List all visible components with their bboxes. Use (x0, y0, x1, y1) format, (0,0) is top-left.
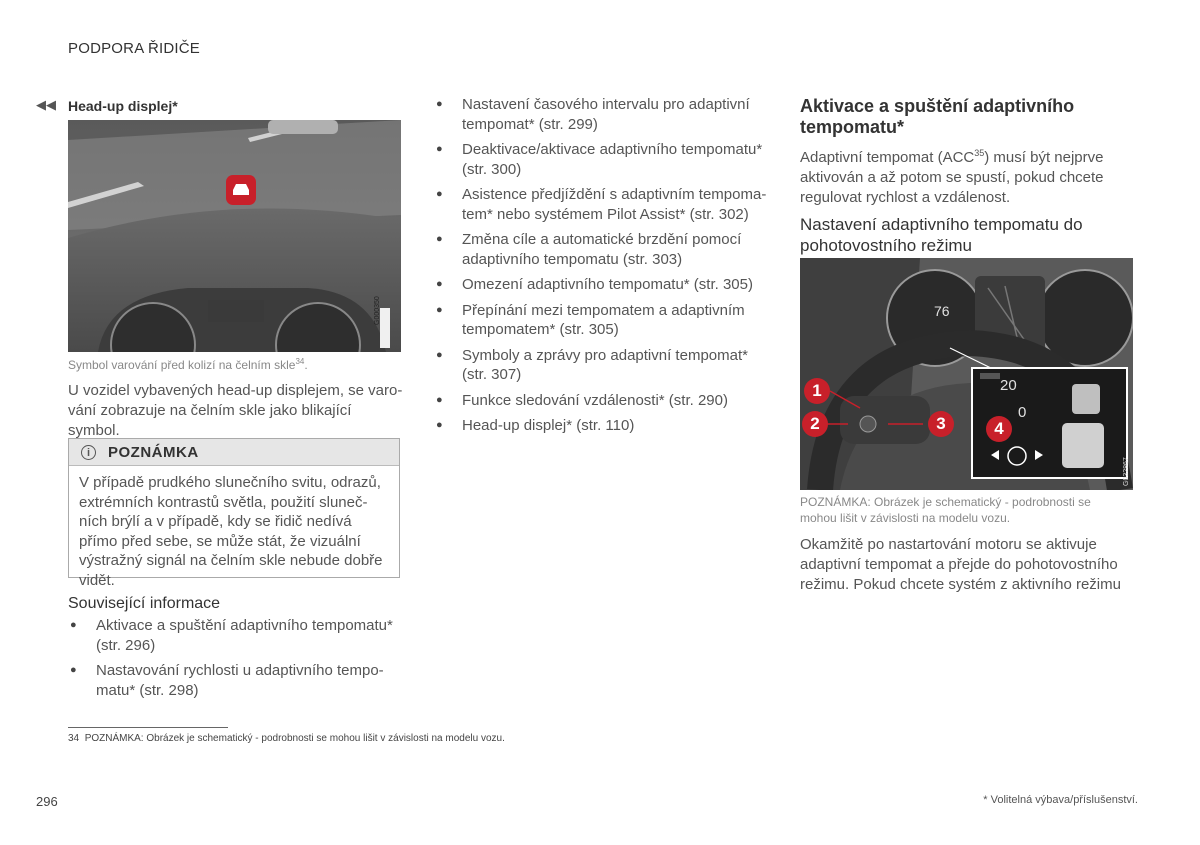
footnote-ref[interactable]: 35 (974, 148, 985, 158)
display-zero: 0 (1018, 404, 1027, 421)
hud-paragraph: U vozidel vybavených head-up displejem, se varo-vání zobrazuje na čelním skle jako blikající symbol. (68, 382, 403, 439)
callout-1: 1 (804, 378, 830, 404)
list-item[interactable]: ● Symboly a zprávy pro adaptivní tempomat* (str. 307) (434, 346, 769, 385)
list-item[interactable]: ● Asistence předjíždění s adaptivním tempoma-tem* nebo systémem Pilot Assist* (str. 302) (434, 185, 769, 224)
list-item[interactable]: ● Head-up displej* (str. 110) (434, 416, 769, 436)
section-header: PODPORA ŘIDIČE (68, 40, 200, 57)
footnote-ref[interactable]: 34 (295, 357, 305, 366)
figure-caption (68, 357, 308, 372)
section-title-acc: Aktivace a spuštění adaptivního tempomatu* (800, 96, 1075, 137)
related-link[interactable]: ● Aktivace a spuštění adaptivního tempomatu* (str. 296) (68, 616, 403, 655)
note-box (68, 438, 400, 589)
note-header (69, 439, 399, 466)
display-speed: 20 (1000, 377, 1017, 394)
footnote-divider (68, 727, 228, 728)
figure-code: G000350 (374, 296, 381, 325)
callout-3: 3 (928, 411, 954, 437)
related-list (68, 616, 403, 700)
footnote-number: 34 (68, 733, 80, 744)
callout-2: 2 (802, 411, 828, 437)
related-link[interactable]: ● Nastavování rychlosti u adaptivního tempo-matu* (str. 298) (68, 661, 403, 700)
page-number: 296 (36, 794, 58, 809)
related-topics-list (434, 95, 769, 436)
list-item[interactable]: ● Funkce sledování vzdálenosti* (str. 290) (434, 391, 769, 411)
intro-text-a: Adaptivní tempomat (ACC (800, 149, 975, 166)
figure-code: G032867 (1123, 457, 1130, 486)
info-icon: i (81, 445, 96, 460)
list-item[interactable]: ● Omezení adaptivního tempomatu* (str. 305) (434, 275, 769, 295)
related-title: Související informace (68, 595, 221, 612)
caption-text: Symbol varování před kolizí na čelním skle (68, 358, 296, 372)
double-left-arrow-icon[interactable]: ◀◀ (36, 97, 56, 112)
section-title-hud: Head-up displej* (68, 98, 178, 114)
middle-column (434, 95, 769, 442)
caption-end: . (304, 358, 308, 372)
note-text: V případě prudkého slunečního svitu, odrazů, extrémních kontrastů světla, použití sluneč-ních brýlí a v případě, kdy se řidič nedívá přímo před sebe, se může stát, že vizuální výstražný signál na čelním skle nebude dobře vidět. (79, 474, 383, 589)
footnote-text: POZNÁMKA: Obrázek je schematický - podrobnosti se mohou lišit v závislosti na modelu vozu. (84, 733, 505, 744)
steering-wheel-figure (800, 258, 1133, 490)
cluster-speed: 76 (934, 303, 950, 319)
list-item[interactable]: ● Přepínání mezi tempomatem a adaptivním tempomatem* (str. 305) (434, 301, 769, 340)
acc-intro (800, 143, 1132, 208)
note-title: POZNÁMKA (108, 443, 199, 461)
intro-text-b: ) musí být nejprve aktivován a až potom se spustí, pokud chcete regulovat rychlost a vzdálenost. (800, 149, 1104, 206)
optional-equipment-note: * Volitelná výbava/příslušenství. (983, 794, 1138, 806)
steering-illustration (800, 258, 1133, 490)
acc-paragraph: Okamžitě po nastartování motoru se aktivuje adaptivní tempomat a přejde do pohotovostního režimu. Pokud chcete systém z aktivního režimu (800, 536, 1121, 593)
list-item[interactable]: ● Deaktivace/aktivace adaptivního tempomatu* (str. 300) (434, 140, 769, 179)
footnote (68, 733, 505, 744)
hud-warning-figure (68, 120, 401, 352)
related-info (68, 595, 403, 706)
figure-caption-acc: POZNÁMKA: Obrázek je schematický - podrobnosti se mohou lišit v závislosti na modelu vozu. (800, 495, 1091, 525)
list-item[interactable]: ● Nastavení časového intervalu pro adaptivní tempomat* (str. 299) (434, 95, 769, 134)
subsection-title: Nastavení adaptivního tempomatu do pohotovostního režimu (800, 215, 1083, 255)
list-item[interactable]: ● Změna cíle a automatické brzdění pomocí adaptivního tempomatu (str. 303) (434, 230, 769, 269)
hud-illustration (68, 120, 401, 352)
callout-4: 4 (986, 416, 1012, 442)
